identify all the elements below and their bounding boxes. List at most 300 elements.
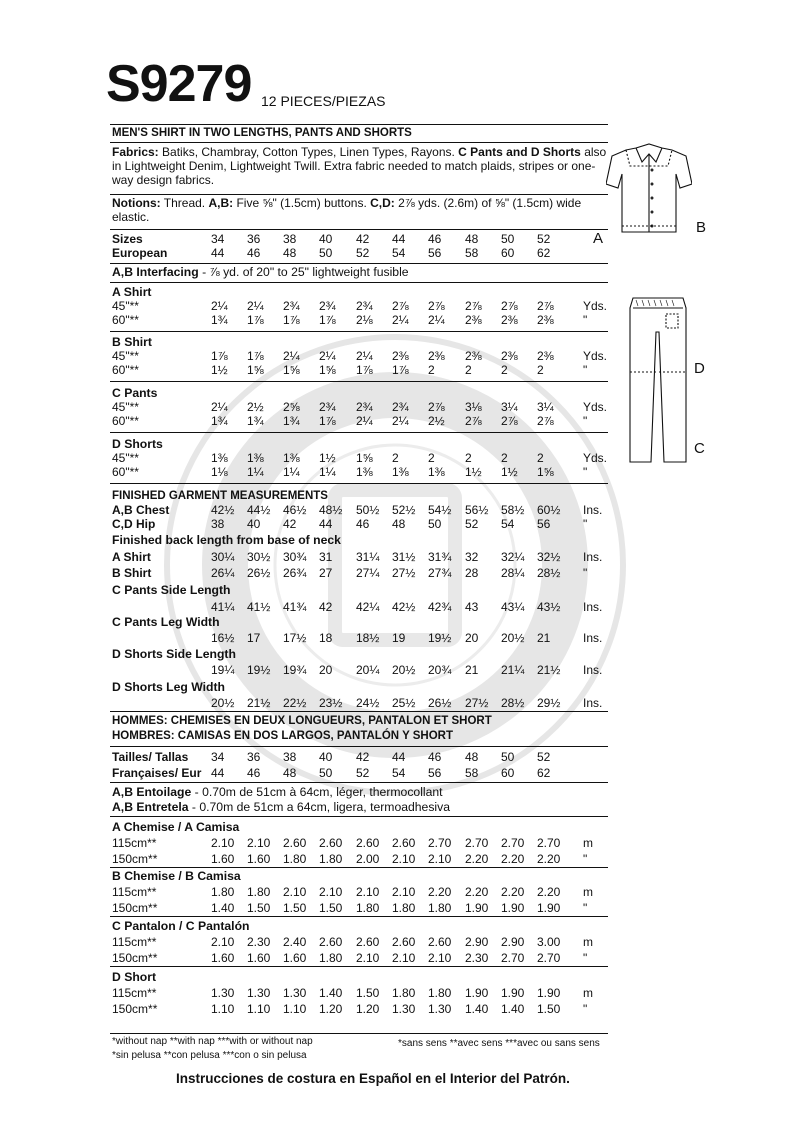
cell-value: 32¼: [501, 550, 525, 564]
cell-value: 29½: [537, 696, 561, 710]
cell-value: 56: [537, 517, 551, 531]
shirt-illustration: [606, 140, 692, 238]
cell-value: 2.60: [319, 935, 343, 949]
cell-value: 44: [319, 517, 333, 531]
cell-value: 50: [428, 517, 442, 531]
metric-row: [112, 986, 607, 1000]
cell-value: 2¼: [247, 299, 264, 313]
cell-value: 42¾: [428, 600, 452, 614]
cell-value: 1.60: [211, 852, 235, 866]
cell-value: 2⅞: [501, 299, 518, 313]
cell-value: 1.60: [247, 852, 271, 866]
cell-value: 1⅛: [211, 465, 228, 479]
cell-value: 26½: [247, 566, 271, 580]
cell-value: 42½: [392, 600, 416, 614]
cell-value: 1.40: [211, 901, 235, 915]
cell-value: 1.80: [247, 885, 271, 899]
cell-value: 2.20: [465, 885, 489, 899]
cell-value: 21¼: [501, 663, 525, 677]
cell-value: 2.20: [537, 885, 561, 899]
cell-value: 2¾: [319, 299, 336, 313]
cell-value: 50: [319, 766, 333, 780]
unit-label: Ins.: [583, 550, 603, 564]
cell-value: 32: [465, 550, 479, 564]
unit-label: ": [583, 566, 588, 580]
cell-value: 2.60: [428, 935, 452, 949]
garment-title-metric: A Chemise / A Camisa: [112, 820, 240, 834]
cell-value: 2⅞: [428, 400, 445, 414]
cell-value: 20¾: [428, 663, 452, 677]
unit-label: Yds.: [583, 349, 608, 363]
garment-title: C Pants: [112, 386, 158, 400]
cell-value: 20¼: [356, 663, 380, 677]
cell-value: 2½: [247, 400, 264, 414]
divider: [110, 282, 608, 283]
cell-value: 2.90: [501, 935, 525, 949]
footnote-spanish: *sin pelusa **con pelusa ***con o sin pelusa: [112, 1050, 307, 1061]
cell-value: 1⅜: [428, 465, 445, 479]
cell-value: 2: [501, 363, 508, 377]
cell-value: 2⅜: [537, 349, 554, 363]
garment-title: A Shirt: [112, 285, 152, 299]
cell-value: 19½: [428, 631, 452, 645]
cell-value: 34: [211, 232, 225, 246]
garment-title: B Shirt: [112, 335, 152, 349]
unit-label: ": [583, 517, 588, 531]
entoilage-line: [112, 785, 443, 799]
cell-value: 2⅜: [537, 313, 554, 327]
cell-value: 42½: [211, 503, 235, 517]
cell-value: 43¼: [501, 600, 525, 614]
cell-value: 44: [392, 232, 406, 246]
yardage-row: [112, 414, 607, 428]
cell-value: 52: [356, 246, 370, 260]
cell-value: 1.90: [501, 986, 525, 1000]
cell-value: 41¼: [211, 600, 235, 614]
row-label: 150cm**: [112, 852, 158, 866]
cell-value: 2: [537, 451, 544, 465]
row-label: A Shirt: [112, 550, 151, 564]
cell-value: 44: [211, 766, 225, 780]
cell-value: 2¾: [392, 400, 409, 414]
cell-value: 52: [356, 766, 370, 780]
metric-row: [112, 901, 607, 915]
cell-value: 21: [537, 631, 551, 645]
row-label: Sizes: [112, 232, 143, 246]
cell-value: 2⅞: [537, 299, 554, 313]
cell-value: 43½: [537, 600, 561, 614]
cell-value: 1.90: [465, 986, 489, 1000]
cell-value: 2⅞: [501, 414, 518, 428]
cell-value: 54: [392, 246, 406, 260]
interfacing-line: [112, 265, 409, 279]
cell-value: 2¼: [211, 299, 228, 313]
row-label: 115cm**: [112, 935, 157, 949]
yardage-row: [112, 363, 607, 377]
yardage-row: [112, 465, 607, 479]
divider: [110, 432, 608, 433]
cell-value: 18: [319, 631, 333, 645]
cell-value: 42: [356, 750, 370, 764]
cell-value: 2.10: [392, 951, 416, 965]
cell-value: 1.80: [392, 986, 416, 1000]
cell-value: 30¾: [283, 550, 307, 564]
cell-value: 1.80: [428, 901, 452, 915]
cell-value: 2⅛: [356, 313, 373, 327]
cell-value: 2.30: [465, 951, 489, 965]
cell-value: 1.40: [319, 986, 343, 1000]
row-label: A,B Chest: [112, 503, 170, 517]
cell-value: 1.80: [392, 901, 416, 915]
cell-value: 2: [465, 363, 472, 377]
metric-row: [112, 935, 607, 949]
pants-illustration: [628, 296, 688, 466]
unit-label: m: [583, 836, 593, 850]
cell-value: 50: [501, 232, 515, 246]
divider: [110, 124, 608, 125]
cell-value: 2.70: [465, 836, 489, 850]
row-label: 60"**: [112, 414, 139, 428]
cell-value: 2.70: [537, 951, 561, 965]
cell-value: 2¼: [319, 349, 336, 363]
cell-value: 1.80: [428, 986, 452, 1000]
cell-value: 2.60: [319, 836, 343, 850]
unit-label: ": [583, 414, 588, 428]
cell-value: 2½: [428, 414, 445, 428]
figure-label-a: A: [593, 230, 604, 247]
figure-label-b: B: [696, 219, 707, 236]
unit-label: Ins.: [583, 503, 603, 517]
cell-value: 1.60: [247, 951, 271, 965]
row-label: Tailles/ Tallas: [112, 750, 189, 764]
fabrics-cd: C Pants and D Shorts: [458, 145, 581, 159]
cell-value: 2⅞: [428, 299, 445, 313]
cell-value: 2: [392, 451, 399, 465]
divider: [110, 711, 608, 712]
unit-label: Yds.: [583, 400, 608, 414]
cell-value: 56½: [465, 503, 489, 517]
cell-value: 40: [247, 517, 261, 531]
row-label: 60"**: [112, 363, 139, 377]
cell-value: 1⅜: [392, 465, 409, 479]
cell-value: 48½: [319, 503, 343, 517]
tailles-row: [112, 750, 607, 764]
title-english: MEN'S SHIRT IN TWO LENGTHS, PANTS AND SHORTS: [112, 127, 412, 139]
cell-value: 48: [283, 766, 297, 780]
cell-value: 31¼: [356, 550, 380, 564]
divider: [110, 142, 608, 143]
cell-value: 44: [211, 246, 225, 260]
cell-value: 2¼: [428, 313, 445, 327]
cell-value: 26¾: [283, 566, 307, 580]
divider: [110, 746, 608, 747]
cell-value: 17: [247, 631, 261, 645]
pants-side-row: [112, 600, 607, 614]
cell-value: 1¼: [283, 465, 300, 479]
cell-value: 1.90: [537, 986, 561, 1000]
cell-value: 2¾: [283, 299, 300, 313]
cell-value: 56: [428, 766, 442, 780]
cell-value: 25½: [392, 696, 416, 710]
cell-value: 58: [465, 246, 479, 260]
title-spanish: HOMBRES: CAMISAS EN DOS LARGOS, PANTALÓN Y SHORT: [112, 730, 453, 742]
cell-value: 2.10: [283, 885, 307, 899]
cell-value: 2¾: [356, 400, 373, 414]
cell-value: 2¾: [319, 400, 336, 414]
cell-value: 1.50: [319, 901, 343, 915]
line-text: - 0.70m de 51cm à 64cm, léger, thermocollant: [191, 785, 443, 799]
cell-value: 52: [537, 232, 551, 246]
unit-label: m: [583, 986, 593, 1000]
cell-value: 2.10: [428, 852, 452, 866]
cell-value: 41½: [247, 600, 271, 614]
cell-value: 2.20: [537, 852, 561, 866]
cell-value: 1⅞: [211, 349, 228, 363]
row-label: 60"**: [112, 465, 139, 479]
metric-row: [112, 885, 607, 899]
cell-value: 2.10: [356, 951, 380, 965]
metric-row: [112, 951, 607, 965]
cell-value: 1.30: [247, 986, 271, 1000]
cell-value: 3¼: [537, 400, 554, 414]
fabrics-text-2: also in Lightweight Denim, Lightweight Twill. Extra fabric needed to match plaids, stripes or one-way design fabrics.: [112, 145, 607, 188]
cell-value: 1½: [211, 363, 228, 377]
cell-value: 2.20: [501, 852, 525, 866]
cell-value: 2.20: [428, 885, 452, 899]
yardage-row: [112, 299, 607, 313]
cell-value: 19½: [247, 663, 271, 677]
cell-value: 2¼: [392, 414, 409, 428]
cell-value: 3⅛: [465, 400, 482, 414]
garment-title: D Shorts: [112, 437, 163, 451]
cell-value: 26¼: [211, 566, 235, 580]
cell-value: 44: [392, 750, 406, 764]
cell-value: 44½: [247, 503, 271, 517]
cell-value: 2⅜: [392, 349, 409, 363]
cell-value: 18½: [356, 631, 380, 645]
cell-value: 1.30: [211, 986, 235, 1000]
cell-value: 60: [501, 766, 515, 780]
cell-value: 48: [283, 246, 297, 260]
cell-value: 2⅞: [392, 299, 409, 313]
cell-value: 2¼: [211, 400, 228, 414]
cell-value: 40: [319, 232, 333, 246]
pants-leg-row: [112, 631, 607, 645]
cell-value: 20½: [501, 631, 525, 645]
cell-value: 42: [283, 517, 297, 531]
yardage-row: [112, 451, 607, 465]
cell-value: 1.10: [211, 1002, 235, 1016]
cell-value: 2.60: [356, 935, 380, 949]
cell-value: 1½: [501, 465, 518, 479]
cell-value: 43: [465, 600, 479, 614]
cell-value: 2.60: [356, 836, 380, 850]
francaises-row: [112, 766, 607, 780]
row-label: 60"**: [112, 313, 139, 327]
cell-value: 36: [247, 232, 261, 246]
cell-value: 1.50: [537, 1002, 561, 1016]
line-text: - 0.70m de 51cm a 64cm, ligera, termoadhesiva: [188, 800, 451, 814]
yardage-row: [112, 349, 607, 363]
cell-value: 2⅜: [465, 349, 482, 363]
unit-label: m: [583, 885, 593, 899]
cell-value: 1.90: [465, 901, 489, 915]
line-label: A,B Entretela: [112, 800, 189, 814]
divider: [110, 1033, 608, 1034]
cell-value: 2⅞: [465, 299, 482, 313]
cell-value: 1¼: [247, 465, 264, 479]
cell-value: 2.10: [428, 951, 452, 965]
cell-value: 1.80: [319, 852, 343, 866]
cell-value: 1½: [465, 465, 482, 479]
cell-value: 2.30: [247, 935, 271, 949]
sizes-row: [112, 232, 607, 246]
cell-value: 21½: [247, 696, 271, 710]
cell-value: 42: [356, 232, 370, 246]
b-shirt-length-row: [112, 566, 607, 580]
cell-value: 52½: [392, 503, 416, 517]
divider: [110, 263, 608, 264]
cell-value: 2.20: [501, 885, 525, 899]
unit-label: ": [583, 1002, 588, 1016]
cell-value: 46½: [283, 503, 307, 517]
cell-value: 1⅝: [537, 465, 554, 479]
shorts-leg-row: [112, 696, 607, 710]
cell-value: 1⅞: [283, 313, 300, 327]
line-label: A,B Interfacing: [112, 265, 199, 279]
line-label: A,B Entoilage: [112, 785, 192, 799]
notions-text-2: Five ⅝" (1.5cm) buttons.: [233, 196, 371, 210]
cell-value: 32½: [537, 550, 561, 564]
cell-value: 3¼: [501, 400, 518, 414]
cell-value: 46: [428, 750, 442, 764]
cell-value: 2¼: [283, 349, 300, 363]
cell-value: 31: [319, 550, 333, 564]
cell-value: 62: [537, 246, 551, 260]
unit-label: Ins.: [583, 600, 603, 614]
cell-value: 54: [501, 517, 515, 531]
cell-value: 28½: [537, 566, 561, 580]
cell-value: 20: [319, 663, 333, 677]
divider: [110, 483, 608, 484]
cell-value: 2.60: [392, 935, 416, 949]
pants-leg-title: C Pants Leg Width: [112, 615, 220, 629]
row-label: Françaises/ Eur: [112, 766, 202, 780]
cell-value: 30¼: [211, 550, 235, 564]
cell-value: 27¼: [356, 566, 380, 580]
unit-label: m: [583, 935, 593, 949]
cell-value: 1.80: [356, 901, 380, 915]
divider: [110, 966, 608, 967]
divider: [110, 867, 608, 868]
unit-label: Ins.: [583, 663, 603, 677]
cell-value: 1.30: [428, 1002, 452, 1016]
cell-value: 60: [501, 246, 515, 260]
cell-value: 1⅞: [319, 414, 336, 428]
cell-value: 42: [319, 600, 333, 614]
title-french: HOMMES: CHEMISES EN DEUX LONGUEURS, PANTALON ET SHORT: [112, 715, 492, 727]
cell-value: 46: [247, 246, 261, 260]
row-label: European: [112, 246, 168, 260]
cell-value: 28¼: [501, 566, 525, 580]
divider: [110, 229, 608, 230]
cell-value: 46: [428, 232, 442, 246]
cell-value: 48: [465, 232, 479, 246]
unit-label: ": [583, 465, 588, 479]
cell-value: 2.10: [211, 935, 235, 949]
cell-value: 1¾: [283, 414, 300, 428]
cell-value: 3.00: [537, 935, 561, 949]
row-label: 115cm**: [112, 836, 157, 850]
cell-value: 2.70: [501, 951, 525, 965]
a-shirt-length-row: [112, 550, 607, 564]
row-label: 150cm**: [112, 951, 158, 965]
cell-value: 2.20: [465, 852, 489, 866]
cell-value: 1.60: [211, 951, 235, 965]
shorts-leg-title: D Shorts Leg Width: [112, 680, 225, 694]
cell-value: 2⅝: [283, 400, 300, 414]
row-label: 45"**: [112, 400, 139, 414]
cell-value: 1.30: [392, 1002, 416, 1016]
cell-value: 16½: [211, 631, 235, 645]
pattern-number: S9279: [106, 55, 252, 113]
metric-row: [112, 1002, 607, 1016]
notions-text-3: 2⅞ yds. (2.6m) of ⅝" (1.5cm) wide elastic.: [112, 196, 582, 225]
cell-value: 1.20: [319, 1002, 343, 1016]
cell-value: 2: [537, 363, 544, 377]
fabrics-label: Fabrics:: [112, 145, 159, 159]
shorts-side-title: D Shorts Side Length: [112, 647, 236, 661]
cell-value: 38: [211, 517, 225, 531]
fabrics-paragraph: [112, 145, 607, 188]
cell-value: 19¾: [283, 663, 307, 677]
cell-value: 23½: [319, 696, 343, 710]
cell-value: 1⅜: [247, 451, 264, 465]
cell-value: 1.50: [356, 986, 380, 1000]
cell-value: 1.20: [356, 1002, 380, 1016]
fabrics-text: Batiks, Chambray, Cotton Types, Linen Types, Rayons.: [158, 145, 459, 159]
cell-value: 1.30: [283, 986, 307, 1000]
figure-label-c: C: [694, 440, 705, 457]
cell-value: 20½: [392, 663, 416, 677]
cell-value: 38: [283, 232, 297, 246]
divider: [110, 194, 608, 195]
cell-value: 52: [537, 750, 551, 764]
hip-row: [112, 517, 607, 531]
cell-value: 54½: [428, 503, 452, 517]
cell-value: 2.10: [319, 885, 343, 899]
unit-label: ": [583, 951, 588, 965]
divider: [110, 782, 608, 783]
cell-value: 2: [465, 451, 472, 465]
garment-title-metric: C Pantalon / C Pantalón: [112, 919, 250, 933]
notions-text: Thread.: [160, 196, 209, 210]
cell-value: 2.10: [392, 885, 416, 899]
cell-value: 1.50: [283, 901, 307, 915]
cell-value: 2⅞: [537, 414, 554, 428]
cell-value: 2.70: [501, 836, 525, 850]
shorts-side-row: [112, 663, 607, 677]
pants-side-title: C Pants Side Length: [112, 583, 231, 597]
cell-value: 20: [465, 631, 479, 645]
notions-cd: C,D:: [370, 196, 395, 210]
cell-value: 54: [392, 766, 406, 780]
cell-value: 2¾: [356, 299, 373, 313]
cell-value: 58: [465, 766, 479, 780]
cell-value: 48: [392, 517, 406, 531]
cell-value: 36: [247, 750, 261, 764]
cell-value: 1.80: [211, 885, 235, 899]
